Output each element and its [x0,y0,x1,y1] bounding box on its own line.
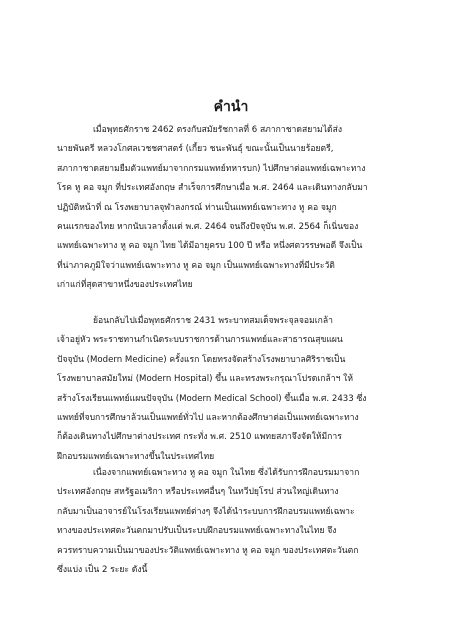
paragraph-1 [57,121,412,296]
paragraph-line: คนแรกของไทย หากนับเวลาตั้งแต่ พ.ศ. 2464 จนถึงปัจจุบัน พ.ศ. 2564 ก็เนิ่นของ [57,221,359,232]
paragraph-line: ปฏิบัติหน้าที่ ณ โรงพยาบาลจุฬาลงกรณ์ ท่านเป็นแพทย์เฉพาะทาง หู คอ จมูก [57,202,337,213]
paragraph-line: เจ้าอยู่หัว พระราชทานกำเนิดระบบราชการด้านการแพทย์และสาธารณสุขแผน [57,335,343,346]
page-title: คำนำ [213,99,249,115]
paragraph-line: สภากาชาดสยามยืมตัวแพทย์มาจากกรมแพทย์ทหารบก) ไปศึกษาต่อแพทย์เฉพาะทาง [57,163,366,174]
paragraph-line: ปัจจุบัน (Modern Medicine) ครั้งแรก โดยทรงจัดสร้างโรงพยาบาลศิริราชเป็น [57,354,346,365]
paragraph-line: ทางของประเทศตะวันตกมาปรับเป็นระบบฝึกอบรมแพทย์เฉพาะทางในไทย จึง [57,526,337,537]
paragraph-line: โรงพยาบาลสมัยใหม่ (Modern Hospital) ขึ้น และทรงพระกรุณาโปรดเกล้าฯ ให้ [57,374,353,385]
paragraph-line: นายพันตรี หลวงโกศลเวชชศาสตร์ (เกี้ยว ชนะพันธุ์ ขณะนั้นเป็นนายร้อยตรี, [57,144,334,155]
paragraph-line: แพทย์เฉพาะทาง หู คอ จมูก ไทย ได้มีอายุครบ 100 ปี หรือ หนึ่งศตวรรษพอดี จึงเป็น [57,241,363,252]
paragraph-3 [57,464,412,580]
paragraph-line: ประเทศอังกฤษ สหรัฐอเมริกา หรือประเทศอื่นๆ ในทวีปยุโรป ส่วนใหญ่เดินทาง [57,487,339,498]
paragraph-line: แพทย์ที่จบการศึกษาล้วนเป็นแพทย์ทั่วไป และหากต้องศึกษาต่อเป็นแพทย์เฉพาะทาง [57,412,359,423]
paragraph-line: เมื่อพุทธศักราช 2462 ตรงกับสมัยรัชกาลที่ 6 สภากาชาดสยามได้ส่ง [93,125,343,135]
paragraph-line: โรค หู คอ จมูก ที่ประเทศอังกฤษ สำเร็จการศึกษาเมื่อ พ.ศ. 2464 และเดินทางกลับมา [57,183,368,194]
paragraph-line: ที่น่าภาคภูมิใจว่าแพทย์เฉพาะทาง หู คอ จมูก เป็นแพทย์เฉพาะทางที่มีประวัติ [57,260,335,271]
paragraph-line: กลับมาเป็นอาจารย์ในโรงเรียนแพทย์ต่างๆ จึงได้นำระบบการฝึกอบรมแพทย์เฉพาะ [57,506,355,517]
paragraph-line: สร้างโรงเรียนแพทย์แผนปัจจุบัน (Modern Medical School) ขึ้นเมื่อ พ.ศ. 2433 ซึ่ง [57,393,367,404]
paragraph-line: ซึ่งแบ่ง เป็น 2 ระยะ ดังนี้ [57,564,148,575]
paragraph-line: เนื่องจากแพทย์เฉพาะทาง หู คอ จมูก ในไทย ซึ่งได้รับการฝึกอบรมมาจาก [93,468,360,478]
paragraph-line: ควรทราบความเป็นมาของประวัติแพทย์เฉพาะทาง หู คอ จมูก ของประเทศตะวันตก [57,545,359,556]
paragraph-2 [57,312,412,467]
paragraph-line: ย้อนกลับไปเมื่อพุทธศักราช 2431 พระบาทสมเด็จพระจุลจอมเกล้า [93,316,333,326]
paragraph-line: ก็ต้องเดินทางไปศึกษาต่างประเทศ กระทั่ง พ.ศ. 2510 แพทยสภาจึงจัดให้มีการ [57,432,342,443]
paragraph-line: ฝึกอบรมแพทย์เฉพาะทางขึ้นในประเทศไทย [57,451,215,462]
paragraph-line: เก่าแก่ที่สุดสาขาหนึ่งของประเทศไทย [57,280,193,291]
